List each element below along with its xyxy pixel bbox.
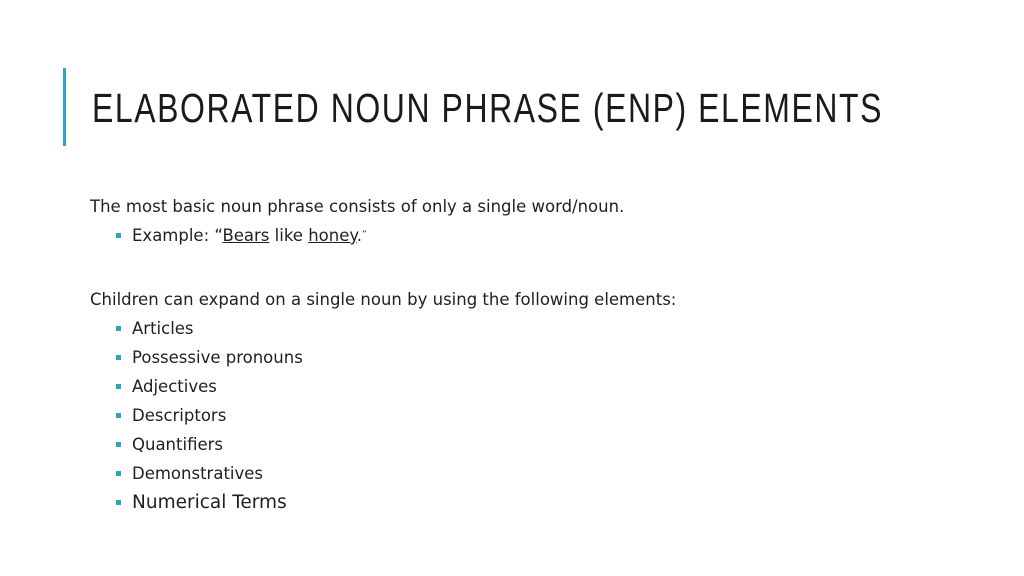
square-bullet-icon xyxy=(116,442,121,447)
list-item-label: Quantifiers xyxy=(132,435,223,454)
example-bullet xyxy=(90,221,676,250)
example-word-honey: honey xyxy=(308,226,357,245)
list-item xyxy=(90,459,676,488)
example-middle: like xyxy=(269,226,309,245)
list-item-label: Numerical Terms xyxy=(132,492,287,513)
square-bullet-icon xyxy=(116,471,121,476)
expand-noun-text: Children can expand on a single noun by using the following elements: xyxy=(90,290,677,309)
list-item-label: Adjectives xyxy=(132,377,217,396)
square-bullet-icon xyxy=(116,413,121,418)
slide-title: ELABORATED NOUN PHRASE (ENP) ELEMENTS xyxy=(92,85,884,131)
list-item xyxy=(90,488,676,517)
list-item xyxy=(90,401,676,430)
list-item-label: Articles xyxy=(132,319,194,338)
list-item xyxy=(90,430,676,459)
list-item xyxy=(90,314,676,343)
list-item-label: Demonstratives xyxy=(132,464,264,483)
example-closing-quote: ” xyxy=(362,230,367,240)
slide-content xyxy=(90,193,676,517)
title-accent-bar xyxy=(63,68,66,146)
example-suffix: . xyxy=(356,226,363,245)
square-bullet-icon xyxy=(116,384,121,389)
square-bullet-icon xyxy=(116,326,121,331)
list-item-label: Descriptors xyxy=(132,406,227,425)
example-prefix: Example: “ xyxy=(132,226,223,245)
basic-noun-phrase-text: The most basic noun phrase consists of only a single word/noun. xyxy=(90,197,625,216)
example-word-bears: Bears xyxy=(222,226,270,245)
elements-list xyxy=(90,314,676,517)
square-bullet-icon xyxy=(116,233,121,238)
list-item xyxy=(90,372,676,401)
list-item-label: Possessive pronouns xyxy=(132,348,303,367)
square-bullet-icon xyxy=(116,500,121,505)
list-item xyxy=(90,343,676,372)
square-bullet-icon xyxy=(116,355,121,360)
